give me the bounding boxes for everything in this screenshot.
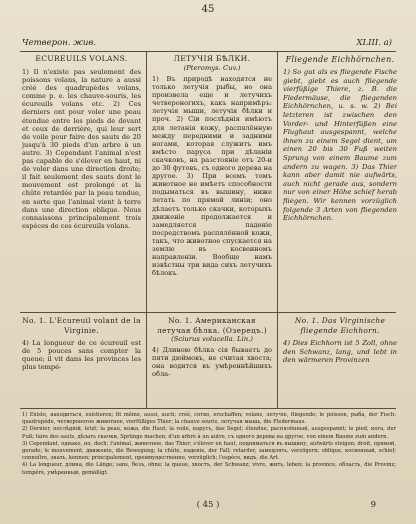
column-text: 1) Въ природѣ находятся не только летучія рыбы, но она произвела еще и летучихъ четвероногихъ, какъ напримѣръ: летучія мыши, летучія бѣлки и проч. 2) Сіи послѣднія имѣютъ для летанія кожу, распялённую между передними и задними ногами, которая служитъ имъ вмѣсто паруса при дѣланіи скачковъ, на разстояніе отъ 20-и до 30 футовъ, съ одного дерева на другое. 3) При всемъ томъ животное не имѣетъ способности подыматься въ вышину, ниже летать по прямой линіи; оно дѣлаетъ только скачки, которыхъ движеніе продолжается и замедляется паденіе посредствомъ распялённой кожи, такъ, что животное спускается на землю въ косвенномъ направленіи. Вообще намъ извѣстны три вида сихъ летучихъ бѣлокъ. — [152, 75, 272, 278]
footnote: 1) Existe, находиться, existieren; ﬁt même, aussi, auch; créé, сотво, erschaffen; volans, летучіе, fliegende; le poisson, рыба, der Fisch; quadrupède, четвероногое животное, vierfüßiges Thier; la chauve souris, летучая мышь, die Fledermaus. — [22, 412, 396, 426]
section-rule — [20, 312, 396, 313]
column-divider — [146, 52, 147, 408]
footnote: 3) Cependant, однако, но, doch; l'animal, животное, das Thier; s'élever en haut, подниматься въ вышину, aufwärts steigen; droit, прямой, gerade; le mouvement, движеніе, die Bewegung; la chûte, паденіе, der Fall; retarder, замедлять, verzögern; oblique, косвенный, schief; connoître, знать, kennen; principalement, преимущественно, vorzüglich; l'espèce, видъ, die Art. — [22, 440, 396, 462]
column-title: Fliegende Eichhörnchen. — [285, 55, 395, 64]
section-subtitle: (Sciurus volucella. Lin.) — [171, 335, 253, 343]
footer-signature-mark: 9 — [370, 500, 376, 510]
column-russian — [152, 54, 272, 277]
column-subtitle: (Pteromys. Cuv.) — [183, 64, 241, 72]
section-french — [22, 316, 141, 371]
column-text: 1) So gut als es fliegende Fische giebt, giebt es auch fliegende vierfüßige Thiere, z. B. die Fledermäuse, die fliegenden Eichhörnchen, u. s. w. 2) Bei letzteren ist zwischen den Vorder- und Hinterfüßen eine Flughaut ausgespannt, welche ihnen zu einem Segel dient, um einen 20 bis 30 Fuß weiten Sprung von einem Baume zum andern zu wagen. 3) Das Thier kann aber damit nie aufwärts, auch nicht gerade aus, sondern nur von einer Höhe schief herab fliegen. Wir kennen vorzüglich folgende 3 Arten von fliegenden Eichhörnchen. — [283, 68, 397, 223]
column-title: ЛЕТУЧІЯ БѢЛКИ. — [173, 54, 251, 63]
section-title: No. 1. L'Ecureuil volant de la Virginie. — [22, 316, 141, 335]
footnotes — [22, 412, 396, 477]
section-text: 4) Длиною бѣлка сія бываетъ до пяти дюймовъ, не считая хвоста; она водится въ умѣреннѣйшихъ обла- — [152, 346, 272, 379]
column-german — [283, 54, 397, 223]
section-title: No. 1. Американская летучая бѣлка. (Озерецъ.) — [157, 316, 267, 335]
column-french — [22, 54, 141, 230]
footnote: 4) La longueur, длина, die Länge; sans, безъ, ohne; la queue, хвостъ, der Schwanz; vivre, жить, leben; la province, область, die Provinz; tempéré, умѣренный, gemäßigt. — [22, 462, 396, 476]
header-left: Четверон. жив. — [22, 38, 96, 48]
section-text: 4) Dies Eichhorn ist 5 Zoll, ohne den Schwanz, lang, und lebt in den wärmeren Provinzen — [283, 339, 397, 365]
footnote: 2) Dernier, послѣдній, letzt; la peau, кожа, die Haut; la voile, парусъ, das Segel; étendue, распялённый, ausgespannt; le pied, нога, der Fuß; faire des sauts, дѣлать скачки, Sprünge machen; d'un arbre à un autre, съ одного дерева на другое, von einem Baume zum andern. — [22, 426, 396, 440]
header-right: XLIII. a) — [356, 38, 392, 48]
section-russian — [152, 316, 272, 378]
section-text: 4) La longueur de ce écureuil est de 5 pouces sans compter la queue; il vit dans les provinces les plus tempé- — [22, 339, 141, 372]
top-rule — [20, 51, 396, 52]
page-number: 45 — [201, 4, 215, 15]
section-german — [283, 316, 397, 365]
column-divider — [277, 52, 278, 408]
section-title: No. 1. Das Virginische fliegende Eichhorn. — [294, 316, 386, 335]
column-title: ECUREUILS VOLANS. — [35, 54, 128, 63]
column-text: 1) Il n'existe pas seulement des poissons volans, la nature a aussi créé des quadrupèdes volans, comme p. e. les chauve-souris, les écureuils volans etc. 2) Ces derniers ont pour voler une peau étendue entre les pieds de devant et ceux de derrière, qui leur sert de voile pour faire des sauts de 20 jusqu'à 30 pieds d'un arbre à un autre. 3) Cependant l'animal n'est pas capable de s'élever en haut, ni de voler dans une direction droite; il fait seulement des sauts dont le mouvement est prolongé et la chûte retardée par la peau tendue, en sorte que l'animal vient à terre dans une direction oblique. Nous connaissons principalement trois espèces de ces écureuils volans. — [22, 68, 141, 230]
notes-rule — [20, 408, 396, 409]
footer-page-label: ( 45 ) — [196, 500, 220, 510]
